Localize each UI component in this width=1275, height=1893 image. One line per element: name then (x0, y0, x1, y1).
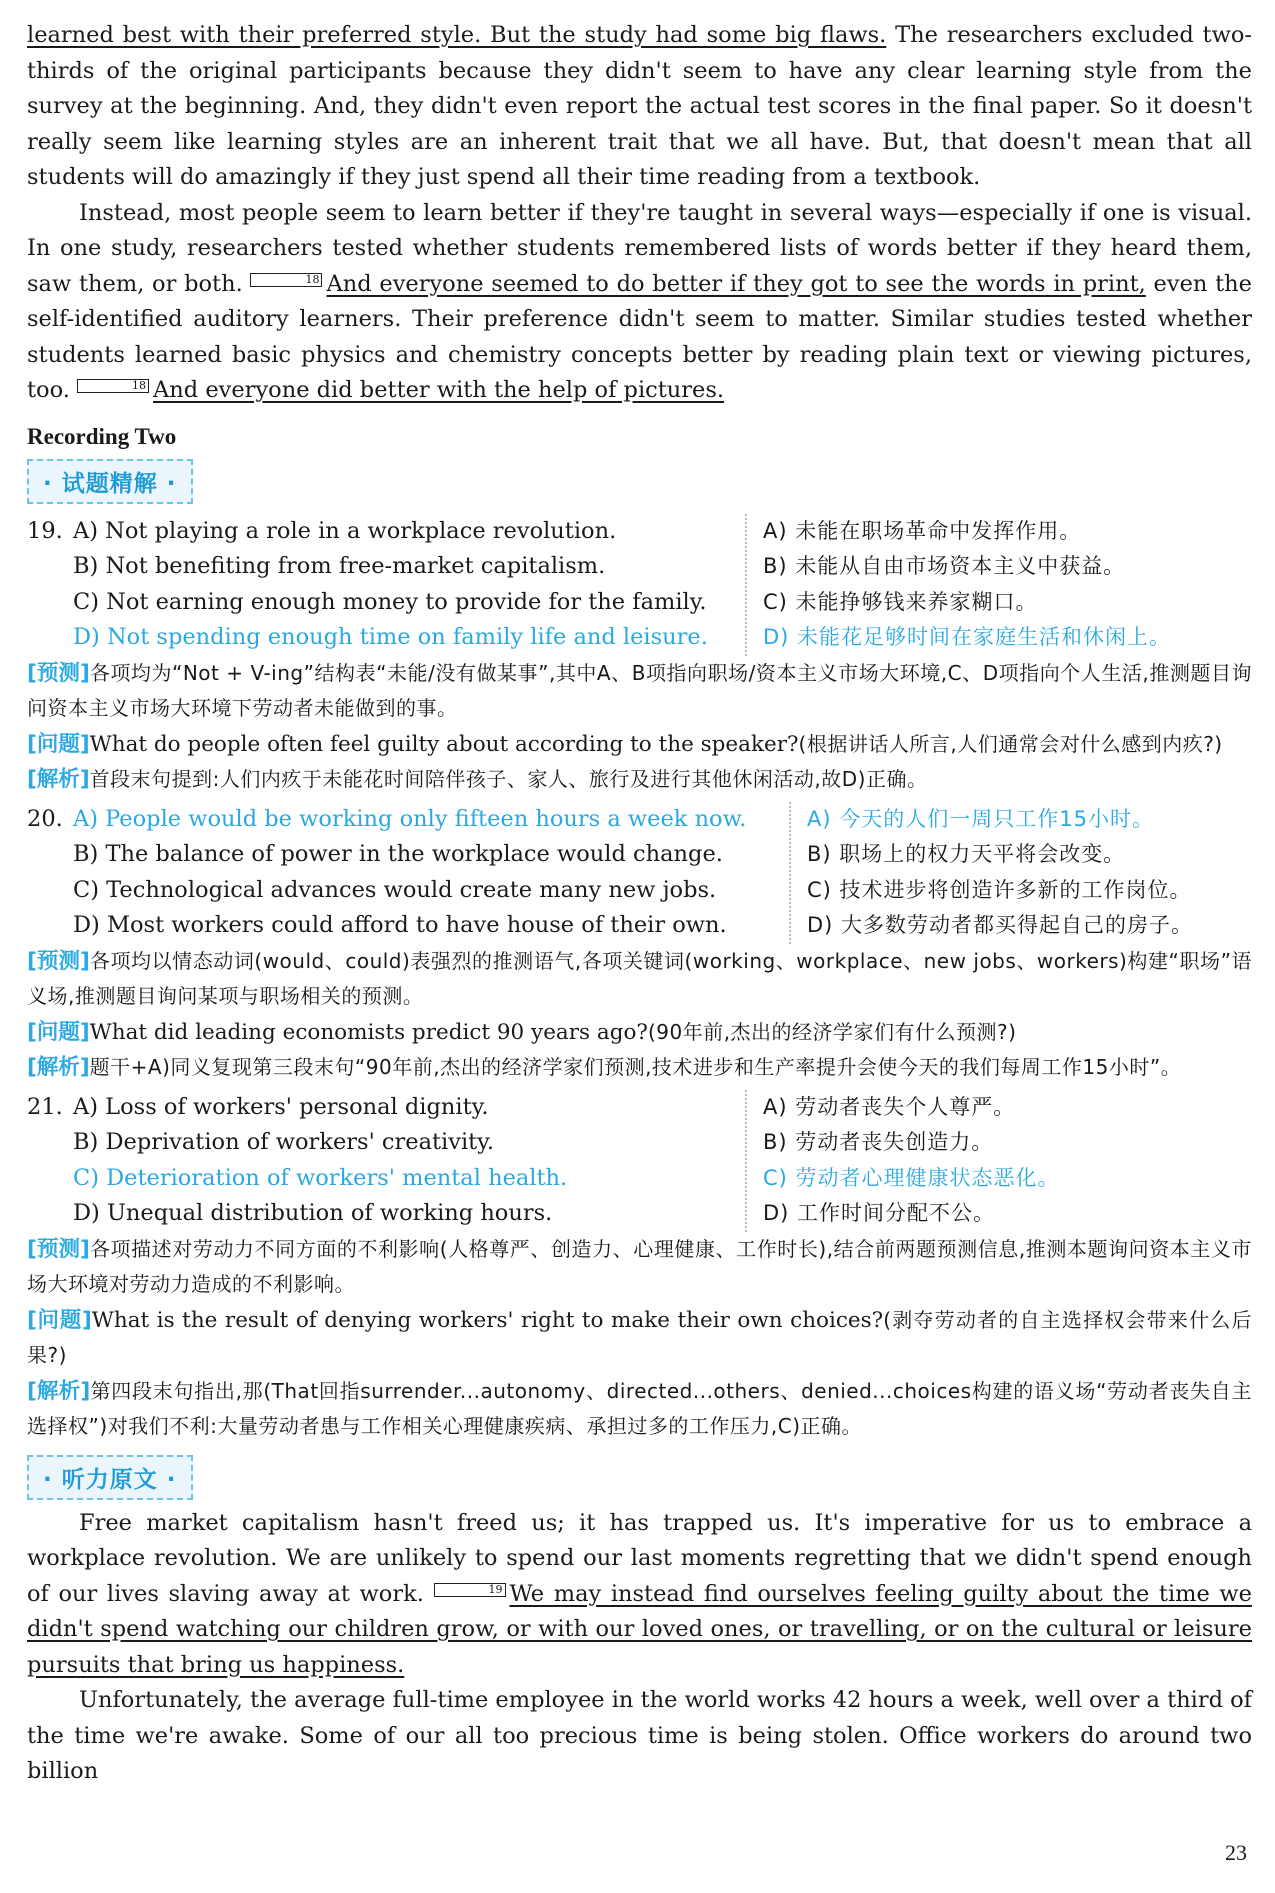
option-b: B) Not benefiting from free-market capitalism. (73, 553, 606, 579)
analysis-badge: · 试题精解 · (27, 459, 193, 504)
option-b: B) Deprivation of workers' creativity. (73, 1129, 495, 1155)
analysis-tag: [解析] (27, 767, 90, 792)
question-tag: [问题] (27, 1019, 90, 1045)
option-a-correct (27, 802, 789, 838)
english-options (27, 1090, 745, 1232)
option-c-correct: C) Deterioration of workers' mental health. (73, 1164, 568, 1191)
analysis-tag: [解析] (27, 1055, 90, 1080)
note-text: 首段末句提到:人们内疚于未能花时间陪伴孩子、家人、旅行及进行其他休闲活动,故D)正确。 (89, 767, 928, 791)
question-20 (27, 802, 1252, 944)
question-note (27, 1015, 1252, 1051)
option-b-cn: B) 劳动者丧失创造力。 (763, 1130, 994, 1154)
analysis-note (27, 1374, 1252, 1445)
question-number: 19. (27, 517, 63, 544)
option-a (27, 514, 745, 550)
option-c-cn: C) 未能挣够钱来养家糊口。 (763, 589, 1038, 614)
question-number-marker: 19 (434, 1583, 506, 1597)
option-c-cn-correct: C) 劳动者心理健康状态恶化。 (763, 1165, 1060, 1190)
option-d-correct: D) Not spending enough time on family life and leisure. (73, 624, 708, 650)
analysis-note (27, 762, 1252, 798)
underlined-sentence: And everyone seemed to do better if they got to see the words in print, (326, 270, 1146, 297)
option-text: A) Loss of workers' personal dignity. (73, 1093, 489, 1120)
chinese-options (745, 514, 1252, 656)
note-text: 各项描述对劳动力不同方面的不利影响(人格尊严、创造力、心理健康、工作时长),结合前两题预测信息,推测本题询问资本主义市场大环境对劳动力造成的不利影响。 (27, 1236, 1252, 1296)
note-text: 各项均以情态动词(would、could)表强烈的推测语气,各项关键词(working、workplace、new jobs、workers)构建“职场”语义场,推测题目询问某项与职场相关的预测。 (27, 948, 1252, 1008)
paragraph-text: The researchers excluded two-thirds of the original participants because they didn't seem to have any clear learning style from the survey at the beginning. And, they didn't even report the actual test scores in the final paper. So it doesn't really seem like learning styles are an inherent trait that we all have. But, that doesn't mean that all students will do amazingly if they just spend all their time reading from a textbook. (27, 22, 1252, 190)
prediction-tag: [预测] (27, 1236, 90, 1262)
prediction-tag: [预测] (27, 660, 90, 686)
transcript-badge: · 听力原文 · (27, 1455, 193, 1500)
option-a-cn: A) 劳动者丧失个人尊严。 (763, 1094, 1016, 1119)
page-content (27, 18, 1252, 1790)
option-text: A) People would be working only fifteen hours a week now. (73, 805, 747, 832)
question-number: 20. (27, 805, 63, 832)
underlined-sentence: learned best with their preferred style. But the study had some big flaws. (27, 22, 887, 48)
question-note (27, 1303, 1252, 1374)
option-text: A) Not playing a role in a workplace revolution. (73, 517, 617, 544)
page-number: 23 (1225, 1840, 1247, 1865)
option-d-cn-correct: D) 未能花足够时间在家庭生活和休闲上。 (763, 625, 1172, 649)
question-translation: (根据讲话人所言,人们通常会对什么感到内疚?) (798, 731, 1223, 756)
chinese-options (745, 1090, 1252, 1232)
option-a-cn-correct: A) 今天的人们一周只工作15小时。 (807, 806, 1154, 831)
intro-paragraph-2 (27, 196, 1252, 409)
prediction-note (27, 944, 1252, 1015)
option-c-cn: C) 技术进步将创造许多新的工作岗位。 (807, 877, 1192, 902)
chinese-options (789, 802, 1252, 944)
option-a (27, 1090, 745, 1126)
note-text: 各项均为“Not + V-ing”结构表“未能/没有做某事”,其中A、B项指向职场/资本主义市场大环境,C、D项指向个人生活,推测题目询问资本主义市场大环境下劳动者未能做到的事。 (27, 660, 1252, 720)
option-c: C) Not earning enough money to provide for the family. (73, 588, 707, 615)
question-tag: [问题] (27, 731, 90, 757)
transcript-paragraph-1 (27, 1506, 1252, 1684)
section-heading: Recording Two (27, 423, 177, 449)
option-d-cn: D) 工作时间分配不公。 (763, 1201, 996, 1225)
option-b: B) The balance of power in the workplace would change. (73, 841, 723, 867)
underlined-sentence: And everyone did better with the help of pictures. (153, 377, 725, 403)
question-19 (27, 514, 1252, 656)
option-d-cn: D) 大多数劳动者都买得起自己的房子。 (807, 913, 1194, 937)
question-text: What is the result of denying workers' right to make their own choices? (91, 1307, 884, 1333)
paragraph-text: Instead, most people seem to learn better if they're taught in several ways—especially if one is visual. In one study, researchers tested whether students remembered lists of words better if they heard them, saw them, or both. (27, 199, 1252, 297)
question-text: What did leading economists predict 90 years ago? (89, 1019, 648, 1045)
question-note (27, 727, 1252, 763)
intro-paragraph-1 (27, 18, 1252, 196)
paragraph-text: Free market capitalism hasn't freed us; it has trapped us. It's imperative for us to embrace a workplace revolution. We are unlikely to spend our last moments regretting that we didn't spend enough of our lives slaving away at work. (27, 1509, 1252, 1607)
option-b-cn: B) 未能从自由市场资本主义中获益。 (763, 554, 1126, 578)
question-translation: (剥夺劳动者的自主选择权会带来什么后果?) (27, 1307, 1253, 1367)
prediction-note (27, 1232, 1252, 1303)
question-number-marker: 18 (250, 273, 322, 287)
english-options (27, 514, 745, 656)
question-number-marker: 18 (77, 379, 149, 393)
english-options (27, 802, 789, 944)
transcript-paragraph-2 (27, 1683, 1252, 1790)
analysis-tag: [解析] (27, 1378, 91, 1404)
question-translation: (90年前,杰出的经济学家们有什么预测?) (647, 1019, 1017, 1044)
option-b-cn: B) 职场上的权力天平将会改变。 (807, 842, 1126, 866)
note-text: 第四段末句指出,那(That回指surrender...autonomy、directed...others、denied...choices构建的语义场“劳动者丧失自主选择权”)对我们不利:大量劳动者患与工作相关心理健康疾病、承担过多的工作压力,C)正确。 (27, 1378, 1252, 1438)
analysis-note (27, 1050, 1252, 1086)
prediction-tag: [预测] (27, 948, 90, 974)
option-a-cn: A) 未能在职场革命中发挥作用。 (763, 518, 1082, 543)
question-21 (27, 1090, 1252, 1232)
paragraph-text: Unfortunately, the average full-time employee in the world works 42 hours a week, well over a third of the time we're awake. Some of our all too precious time is being stolen. Office workers do around two billion (27, 1687, 1253, 1784)
prediction-note (27, 656, 1252, 727)
underlined-sentence: We may instead find ourselves feeling guilty about the time we didn't spend watching our children grow, or with our loved ones, or travelling, or on the cultural or leisure pursuits that bring us happiness. (27, 1580, 1252, 1678)
option-d: D) Most workers could afford to have house of their own. (73, 912, 727, 938)
option-d: D) Unequal distribution of working hours. (73, 1200, 553, 1226)
question-tag: [问题] (27, 1307, 92, 1333)
question-text: What do people often feel guilty about according to the speaker? (89, 731, 799, 757)
paragraph-text: even the self-identified auditory learners. Their preference didn't seem to matter. Similar studies tested whether students learned basic physics and chemistry concepts better by reading plain text or viewing pictures, too. (27, 270, 1252, 403)
question-number: 21. (27, 1093, 63, 1120)
option-c: C) Technological advances would create many new jobs. (73, 876, 717, 903)
note-text: 题干+A)同义复现第三段末句“90年前,杰出的经济学家们预测,技术进步和生产率提升会使今天的我们每周工作15小时”。 (89, 1055, 1182, 1079)
